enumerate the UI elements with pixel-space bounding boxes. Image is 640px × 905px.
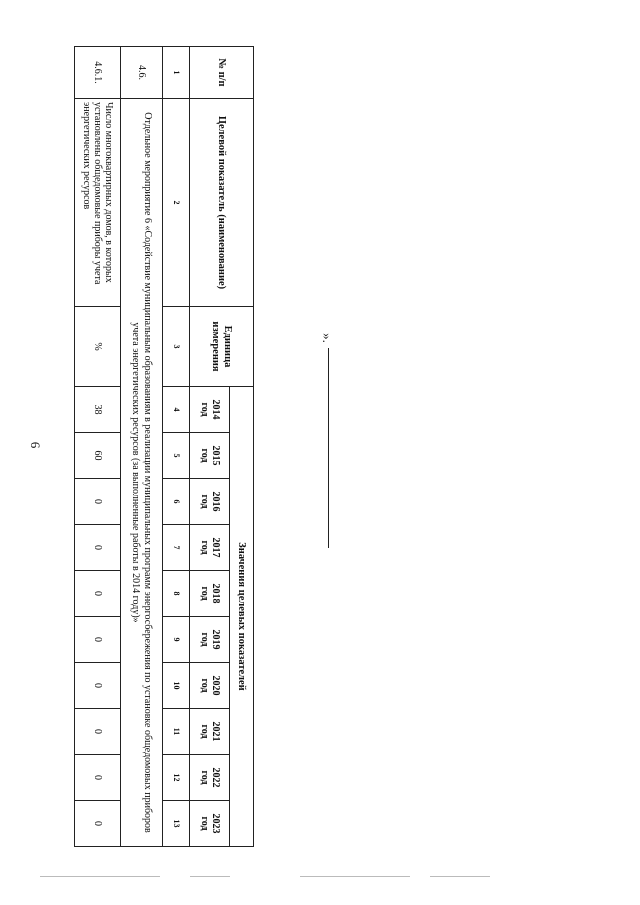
row-value: 0: [75, 479, 121, 525]
header-year: 2016 год: [190, 479, 230, 525]
column-number: 11: [163, 709, 190, 755]
section-title: Отдельное мероприятие 6 «Содействие муниципальным образованиям в реализации муниципальных программ энергосбережения по установке общедомовых приборов учета энергетических ресурсов (за выполненные работы в 2014 году)»: [121, 99, 163, 847]
page-number: 6: [28, 441, 43, 449]
closing-quote-mark: ».: [319, 333, 335, 343]
closing-signature-line: [319, 330, 338, 550]
header-year: 2023 год: [190, 801, 230, 847]
column-number: 5: [163, 433, 190, 479]
header-year: 2022 год: [190, 755, 230, 801]
row-number: 4.6.1.: [75, 47, 121, 99]
row-unit: %: [75, 307, 121, 387]
header-num: № п/п: [190, 47, 254, 99]
closing-rule: [328, 348, 329, 548]
header-year: 2018 год: [190, 571, 230, 617]
row-value: 0: [75, 755, 121, 801]
footer-rule: [190, 876, 230, 877]
section-number: 4.6.: [121, 47, 163, 99]
row-value: 0: [75, 709, 121, 755]
column-number: 13: [163, 801, 190, 847]
footer-rule: [430, 876, 490, 877]
row-indicator: Число многоквартирных домов, в которых установлены общедомовые приборы учета энергетических ресурсов: [75, 99, 121, 307]
header-year: 2015 год: [190, 433, 230, 479]
column-number: 12: [163, 755, 190, 801]
row-value: 0: [75, 571, 121, 617]
column-number: 2: [163, 99, 190, 307]
row-value: 0: [75, 525, 121, 571]
header-unit: Единица измерения: [190, 307, 254, 387]
header-indicator: Целевой показатель (наименование): [190, 99, 254, 307]
header-values-group: Значения целевых показателей: [230, 387, 254, 847]
row-value: 0: [75, 663, 121, 709]
rotated-table-container: [74, 46, 254, 846]
row-value: 0: [75, 801, 121, 847]
row-value: 60: [75, 433, 121, 479]
header-year: 2019 год: [190, 617, 230, 663]
column-number: 10: [163, 663, 190, 709]
target-indicators-table: [74, 46, 254, 847]
column-number: 1: [163, 47, 190, 99]
column-number: 3: [163, 307, 190, 387]
header-year: 2017 год: [190, 525, 230, 571]
header-year: 2014 год: [190, 387, 230, 433]
table-row: [75, 47, 121, 847]
header-row-group: [230, 47, 254, 847]
row-value: 38: [75, 387, 121, 433]
header-year: 2020 год: [190, 663, 230, 709]
footer-rule: [300, 876, 410, 877]
footer-rule: [40, 876, 160, 877]
header-year: 2021 год: [190, 709, 230, 755]
section-row: [121, 47, 163, 847]
column-number: 8: [163, 571, 190, 617]
column-number: 6: [163, 479, 190, 525]
column-number: 9: [163, 617, 190, 663]
row-value: 0: [75, 617, 121, 663]
column-number: 7: [163, 525, 190, 571]
column-number-row: [163, 47, 190, 847]
column-number: 4: [163, 387, 190, 433]
